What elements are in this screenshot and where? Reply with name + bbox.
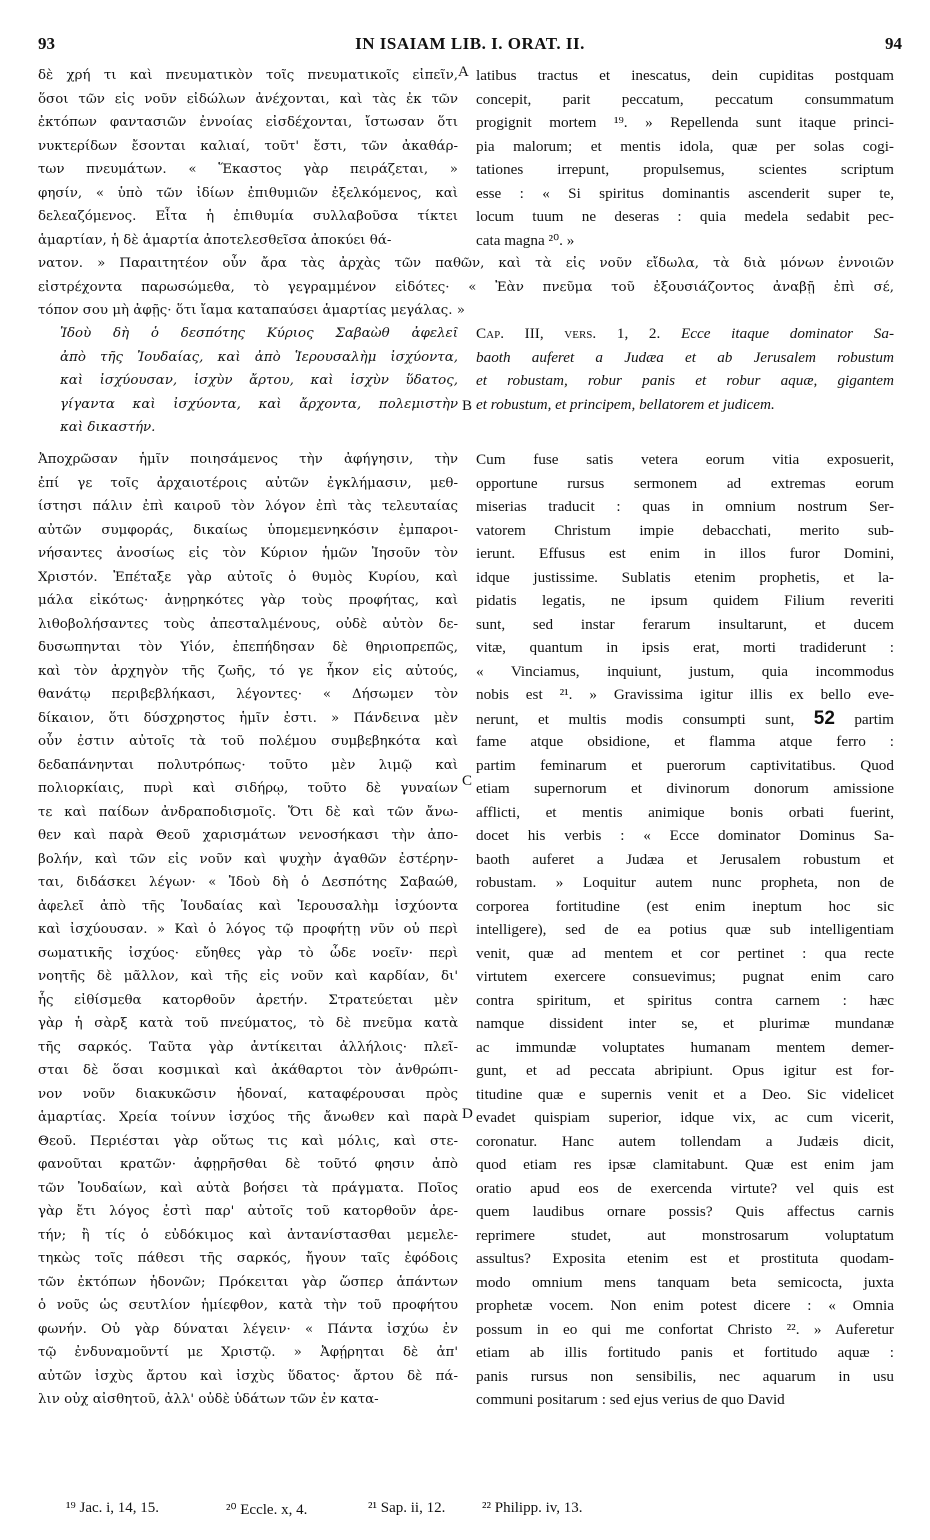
margin-letter-c: C: [462, 773, 473, 789]
chapter-verse-heading: Cap. III, vers. 1, 2.: [476, 325, 681, 342]
latin-main-line: Cum fuse satis vetera eorum vitia exposuerit,: [476, 451, 894, 468]
greek-main-line: Ἀποχρῶσαν ἡμῖν ποιησάμενος τὴν ἀφήγησιν, τὴν: [38, 452, 458, 467]
greek-main-line: τῷ ἐνδυναμοῦντί με Χριστῷ. » Ἀφῄρηται δὲ ἀπ': [38, 1345, 458, 1360]
greek-main-line: ίστησι πάλιν ἐπὶ καιροῦ τὸν λόγον ἐπὶ τὰς τελευταίας: [38, 499, 458, 514]
greek-main-line: νήσαντες ἀνοσίως εἰς τὸν Κύριον ἡμῶν Ἰησοῦν τὸν: [38, 546, 458, 561]
footnote-22: ²² Philipp. iv, 13.: [482, 1500, 583, 1516]
latin-main-line: reprimere studet, aut monstrosarum voluptatum: [476, 1226, 894, 1244]
greek-main-line: δεδαπάνηνται πολυτρόπως· τοῦτο μὲν λιμῷ καὶ: [38, 757, 458, 773]
greek-top-line: ἁμαρτίαν, ἡ δὲ ἁμαρτία ἀποτελεσθεῖσα ἀποκύει θά-: [38, 232, 392, 248]
latin-main-line: etiam ab illis fortitudo panis et fortitudo aquæ :: [476, 1344, 894, 1361]
greek-full-width-text: [38, 252, 894, 323]
latin-main-line: possum in eo qui me confortat Christo ²². » Auferetur: [476, 1320, 894, 1338]
greek-verse-line: γίγαντα καὶ ἰσχύοντα, καὶ ἄρχοντα, πολεμιστὴν: [60, 396, 458, 412]
latin-main-line: vatorem Christum impie debacchati, merito sub-: [476, 521, 894, 539]
greek-main-line: βολήν, καὶ τῶν εἰς νοῦν καὶ ψυχὴν ἀγαθῶν ἐστέρην-: [38, 851, 458, 867]
footnote-20: ²⁰ Eccle. x, 4.: [226, 1502, 308, 1518]
greek-top-line: των πνευμάτων. « Ἕκαστος γὰρ πειράζεται, »: [38, 162, 458, 177]
greek-main-line: αὐτῶν συμφοράς, δικαίως ὑπομεμενηκόσιν ἐμπαροι-: [38, 522, 458, 538]
latin-main-line: miserias traducit : quas in omnium nostrum Ser-: [476, 498, 894, 515]
latin-top-line: cata magna ²⁰. »: [476, 231, 575, 249]
latin-verse-column: [476, 322, 894, 416]
latin-main-line: quem laudibus ornare possis? Quis affectus carnis: [476, 1203, 894, 1220]
greek-main-line: δίκαιον, ὅτι δύσχρηστος ἡμῖν ἐστι. » Πάνδεινα μὲν: [38, 710, 458, 726]
latin-verse-line: et robustam, robur panis et robur aquæ, gigantem: [476, 372, 894, 389]
latin-main-line: ierunt. Effusus est enim in illos furor Domini,: [476, 545, 894, 562]
latin-main-line: partim feminarum et puerorum captivitatibus. Quod: [476, 756, 894, 774]
greek-main-line: λιν οὐχ αἰσθητοῦ, ἀλλ' οὐδὲ ὑδάτων τῶν ἐν κατα-: [38, 1392, 379, 1407]
latin-top-line: esse : « Si spiritus dominantis ascenderit super te,: [476, 184, 894, 202]
greek-main-line: φανοῦται κρατῶν· ἀφῃρῆσθαι δὲ τοῦτό φησιν ἀπὸ: [38, 1157, 458, 1172]
latin-main-line: ac immundæ voluptates humanam mentem demer-: [476, 1038, 894, 1056]
greek-main-line: τῆς σαρκός. Ταῦτα γὰρ ἀντίκειται ἀλλήλοις· πλεῖ-: [38, 1039, 458, 1055]
latin-verse-line: [476, 322, 894, 346]
margin-letter-d: D: [462, 1106, 473, 1122]
latin-main-line: venit, quæ ad mentem et cor pertinet : qua recte: [476, 944, 894, 962]
latin-main-line: opportune rursus sermonem ad extremas eorum: [476, 474, 894, 492]
greek-verse-line: καὶ ἰσχύουσαν, ἰσχὺν ἄρτου, καὶ ἰσχὺν ὕδατος,: [60, 373, 458, 388]
latin-column-top: [476, 64, 894, 252]
latin-main-line: contra spiritum, et spiritus contra carnem : hæc: [476, 991, 894, 1009]
greek-main-column: [38, 448, 458, 1412]
margin-letter-a: A: [458, 64, 469, 80]
margin-letter-b: B: [462, 398, 473, 414]
greek-main-line: δυσωπηνται τὸν Υἱόν, ἐπεπήδησαν δὲ θηριοπρεπῶς,: [38, 640, 458, 655]
latin-main-line: titudine quæ e supernis venit et a Deo. Sic videlicet: [476, 1085, 894, 1103]
latin-main-line: etiam supernorum et divinorum donorum amissione: [476, 780, 894, 797]
latin-top-line: pia malorum; et mentis idola, quæ per solas cogi-: [476, 137, 894, 155]
latin-main-line: quod etiam res ipsæ clamitabunt. Quæ est enim jam: [476, 1156, 894, 1173]
latin-top-line: locum tuum ne deseras : quia medela sedabit pec-: [476, 208, 894, 225]
greek-full-line: νατον. » Παραιτητέον οὖν ἄρα τὰς ἀρχὰς τῶν παθῶν, καὶ τὰ εἰς νοῦν εἴδωλα, τὰ διὰ μόνων ἐννοιῶν: [38, 256, 894, 271]
latin-main-line: coronatur. Hanc autem tollendam a Judæis dicit,: [476, 1132, 894, 1150]
left-page-number: 93: [38, 34, 55, 53]
greek-main-line: ὁ νοῦς ὡς σευτλίον ἡμίεφθον, κατὰ τὴν τοῦ προφήτου: [38, 1298, 458, 1313]
latin-main-line: intelligere), sed de ea potius quæ sub intelligentiam: [476, 921, 894, 938]
page-header: [38, 34, 902, 60]
greek-main-line: τῶν Ἰουδαίων, καὶ αὐτὰ βοήσει τὰ πράγματα. Ποῖος: [38, 1180, 458, 1196]
greek-main-line: καὶ ἰσχύουσαν. » Καὶ ὁ λόγος τῷ προφήτῃ νῦν οὐ περὶ: [38, 922, 458, 937]
greek-main-line: φωνήν. Οὐ γὰρ δύναται λέγειν· « Πάντα ἰσχύω ἐν: [38, 1321, 458, 1337]
greek-main-line: ἧς εἰθίσμεθα κατορθοῦν ἀρετήν. Στρατεύεται μὲν: [38, 992, 458, 1008]
latin-main-line: nobis est ²¹. » Gravissima igitur illis ex bello eve-: [476, 686, 894, 703]
greek-main-line: τε καὶ παίδων ἀνδραποδισμοῖς. Ὅτι δὲ καὶ τῶν ἄνω-: [38, 804, 458, 820]
latin-main-line: robustam. » Loquitur autem nunc propheta, non de: [476, 874, 894, 891]
greek-verse-line: ἀπὸ τῆς Ἰουδαίας, καὶ ἀπὸ Ἱερουσαλὴμ ἰσχύοντα,: [60, 349, 458, 365]
latin-top-line: concepit, parit peccatum, peccatum consummatum: [476, 90, 894, 108]
latin-main-line: oratio apud eos de exercenda virtute? vel quis est: [476, 1179, 894, 1197]
latin-verse-line: et robustum, et principem, bellatorem et judicem.: [476, 395, 775, 413]
greek-top-line: φησίν, « ὑπὸ τῶν ἰδίων ἐπιθυμιῶν ἐξελκόμενος, καὶ: [38, 185, 458, 201]
latin-main-line: pidatis legatis, ne ipsum quidem Filium reveriti: [476, 592, 894, 609]
greek-top-line: νυκτερίδων ἔσονται καλιαί, τοῦτ' ἔστι, τῶν ἀκαθάρ-: [38, 138, 458, 154]
greek-main-line: σωματικῆς ἰσχύος· εὔηθες γὰρ τὸ ὧδε νοεῖν· περὶ: [38, 945, 458, 961]
latin-main-column: [476, 448, 894, 1412]
greek-main-line: πολιορκίαις, πυρὶ καὶ σιδήρῳ, τοῦτο δὲ γυναίων: [38, 781, 458, 796]
greek-main-line: Θεοῦ. Περιέσται γὰρ οὕτως τις καὶ μόλις, καὶ στε-: [38, 1133, 458, 1149]
greek-main-line: γὰρ ἡ σὰρξ κατὰ τοῦ πνεύματος, τὸ δὲ πνεῦμα κατὰ: [38, 1016, 458, 1031]
latin-main-line: gunt, et ad peccata abripiunt. Opus igitur est for-: [476, 1062, 894, 1079]
latin-top-line: progignit mortem ¹⁹. » Repellenda sunt itaque princi-: [476, 114, 894, 131]
footnotes: [66, 1500, 906, 1524]
latin-top-line: tationes irrepunt, propulsemus, scientes scriptum: [476, 161, 894, 178]
greek-column-top: [38, 64, 458, 252]
greek-main-line: τηκὼς τοῖς πάθεσι τῆς σαρκός, ἤγουν ταῖς ἐφόδοις: [38, 1251, 458, 1266]
latin-main-line: namque dissident inter se, et plurimæ mundanæ: [476, 1015, 894, 1032]
running-title: IN ISAIAM LIB. I. ORAT. II.: [355, 34, 585, 53]
greek-main-line: μάλα εἰκότως· ἀνῃρηκότες γὰρ τοὺς προφήτας, καὶ: [38, 593, 458, 608]
latin-main-line: « Vinciamus, inquiunt, justum, quia incommodus: [476, 662, 894, 680]
greek-main-line: καὶ τὸν ἀρχηγὸν τῆς ζωῆς, τό γε ἧκον εἰς αὐτούς,: [38, 663, 458, 679]
latin-main-text: partim: [834, 710, 894, 728]
latin-main-line: assultus? Exposita etenim est et prostituta quodam-: [476, 1250, 894, 1267]
greek-main-line: αὐτῶν ἰσχὺς ἄρτου καὶ ἰσχὺς ὕδατος· ἄρτου δὲ πά-: [38, 1368, 458, 1384]
latin-main-line: afflicti, et mentis animique bonis orbati fuerint,: [476, 803, 894, 821]
latin-main-line: evadet quispiam superior, idque vix, ac cum vicerit,: [476, 1109, 894, 1126]
greek-top-line: δὲ χρή τι καὶ πνευματικὸν τοῖς πνευματικοῖς εἰπεῖν,: [38, 68, 458, 83]
greek-main-line: νοητῆς δὲ μᾶλλον, καὶ τῆς εἰς νοῦν καὶ καρδίαν, δι': [38, 969, 458, 984]
latin-main-line: modo omnium mens tanquam beta semicocta, juxta: [476, 1273, 894, 1291]
greek-main-line: νον νοῦν διακυκῶσιν ἡδοναί, καταφέρουσαι πρὸς: [38, 1086, 458, 1102]
greek-verse-column: [60, 322, 458, 440]
greek-verse-line: Ἰδοὺ δὴ ὁ δεσπότης Κύριος Σαβαὼθ ἀφελεῖ: [60, 326, 458, 341]
latin-main-text: nerunt, et multis modis consumpti sunt,: [476, 710, 814, 728]
greek-main-line: λιθοβολήσαντες τοὺς ἀπεσταλμένους, οὐδὲ αὐτὸν δε-: [38, 616, 458, 632]
latin-main-line: [476, 707, 894, 731]
footnote-21: ²¹ Sap. ii, 12.: [368, 1500, 446, 1516]
latin-main-line: virtutem exercere consuevimus; pugnat enim caro: [476, 968, 894, 985]
greek-verse-line: καὶ δικαστήν.: [60, 420, 156, 435]
greek-full-line: τόπον σου μὴ ἀφῇς· ὅτι ἴαμα καταπαύσει ἁμαρτίας μεγάλας. »: [38, 303, 466, 318]
greek-main-line: ται, διδάσκει λέγων· « Ἰδοὺ δὴ ὁ Δεσπότης Σαβαώθ,: [38, 875, 458, 890]
greek-main-line: ἀφελεῖ ἀπὸ τῆς Ἰουδαίας καὶ Ἱερουσαλὴμ ἰσχύοντα: [38, 898, 458, 914]
latin-main-line: communi positarum : sed ejus verius de quo David: [476, 1391, 785, 1408]
original-page-marker: 52: [813, 707, 835, 729]
right-page-number: 94: [885, 34, 902, 53]
greek-main-line: σται δὲ ὅσαι κοσμικαὶ καὶ ἀκάθαρτοι τὸν ἀνθρώπι-: [38, 1063, 458, 1078]
latin-main-line: baoth auferet a Judæa et Jerusalem robustum et: [476, 850, 894, 868]
footnote-19: ¹⁹ Jac. i, 14, 15.: [66, 1500, 160, 1516]
greek-main-line: γὰρ ἔτι λόγος ἐστὶ παρ' αὐτοῖς τοῦ κατορθοῦν ἀρε-: [38, 1204, 458, 1219]
greek-main-line: οὖν ἐστιν αὐτοῖς τὰ τοῦ πολέμου συμβεβηκότα καὶ: [38, 734, 458, 749]
greek-top-line: δελεαζόμενος. Εἶτα ἡ ἐπιθυμία συλλαβοῦσα τίκτει: [38, 209, 458, 224]
greek-main-line: ἁμαρτίας. Χρεία τοίνυν ἰσχύος τῆς ἄνωθεν καὶ παρὰ: [38, 1110, 458, 1125]
latin-main-line: vitæ, quantum in ipsis erat, morti tradiderunt :: [476, 639, 894, 656]
latin-main-line: fame atque obsidione, et flamma atque ferro :: [476, 733, 894, 750]
latin-main-line: idque justissime. Sublatis etenim prophetis, et la-: [476, 568, 894, 586]
latin-main-line: corporea fortitudine (est enim ineptum hoc sic: [476, 897, 894, 915]
greek-main-line: θεν καὶ παρὰ Θεοῦ χαρισμάτων νενοσήκασι τὴν ἀπο-: [38, 828, 458, 843]
greek-main-line: Χριστόν. Ἐπέταξε γὰρ αὐτοῖς ὁ θυμὸς Κυρίου, καὶ: [38, 569, 458, 585]
greek-main-line: θανάτῳ περιβεβλήκασι, λέγοντες· « Δήσωμεν τὸν: [38, 687, 458, 702]
greek-top-line: ἐκτόπων φαντασιῶν ἐννοίας εἰσδέχονται, ἴστωσαν ὅτι: [38, 115, 458, 130]
greek-main-line: ἐπί γε τοῖς ἀρχαιοτέροις αὐτῶν ἐγκλήμασιν, μεθ-: [38, 475, 458, 491]
greek-main-line: τήν; ἢ τίς ὁ εὐδόκιμος καὶ ἀντανίστασθαι μεμελε-: [38, 1227, 458, 1243]
latin-verse-line: baoth auferet a Judæa et ab Jerusalem robustum: [476, 348, 894, 366]
latin-top-line: latibus tractus et inescatus, dein cupiditas postquam: [476, 67, 894, 84]
latin-main-line: panis rursus non sensibilis, nec aquarum in usu: [476, 1367, 894, 1385]
greek-main-line: τῶν ἐκτόπων ἡδονῶν; Πρόκειται γὰρ ὥσπερ ἁπάντων: [38, 1274, 458, 1290]
latin-main-line: docet his verbis : « Ecce dominator Dominus Sa-: [476, 827, 894, 844]
greek-top-line: ὅσοι τῶν εἰς νοῦν εἰδώλων ἀνέχονται, καὶ τὰς ἐκ τῶν: [38, 91, 458, 107]
greek-full-line: εἰστρέχοντα παρωσώμεθα, τὸ γεγραμμένον εἰδότες· « Ἐὰν πνεῦμα τοῦ ἐξουσιάζοντος ἀναβῇ ἐπὶ σέ,: [38, 279, 894, 295]
latin-main-line: prophetæ vocem. Non enim potest dicere : « Omnia: [476, 1297, 894, 1314]
latin-verse-text: Ecce itaque dominator Sa-: [681, 325, 894, 342]
latin-main-line: sunt, sed instar ferarum insultarunt, et ducem: [476, 615, 894, 633]
